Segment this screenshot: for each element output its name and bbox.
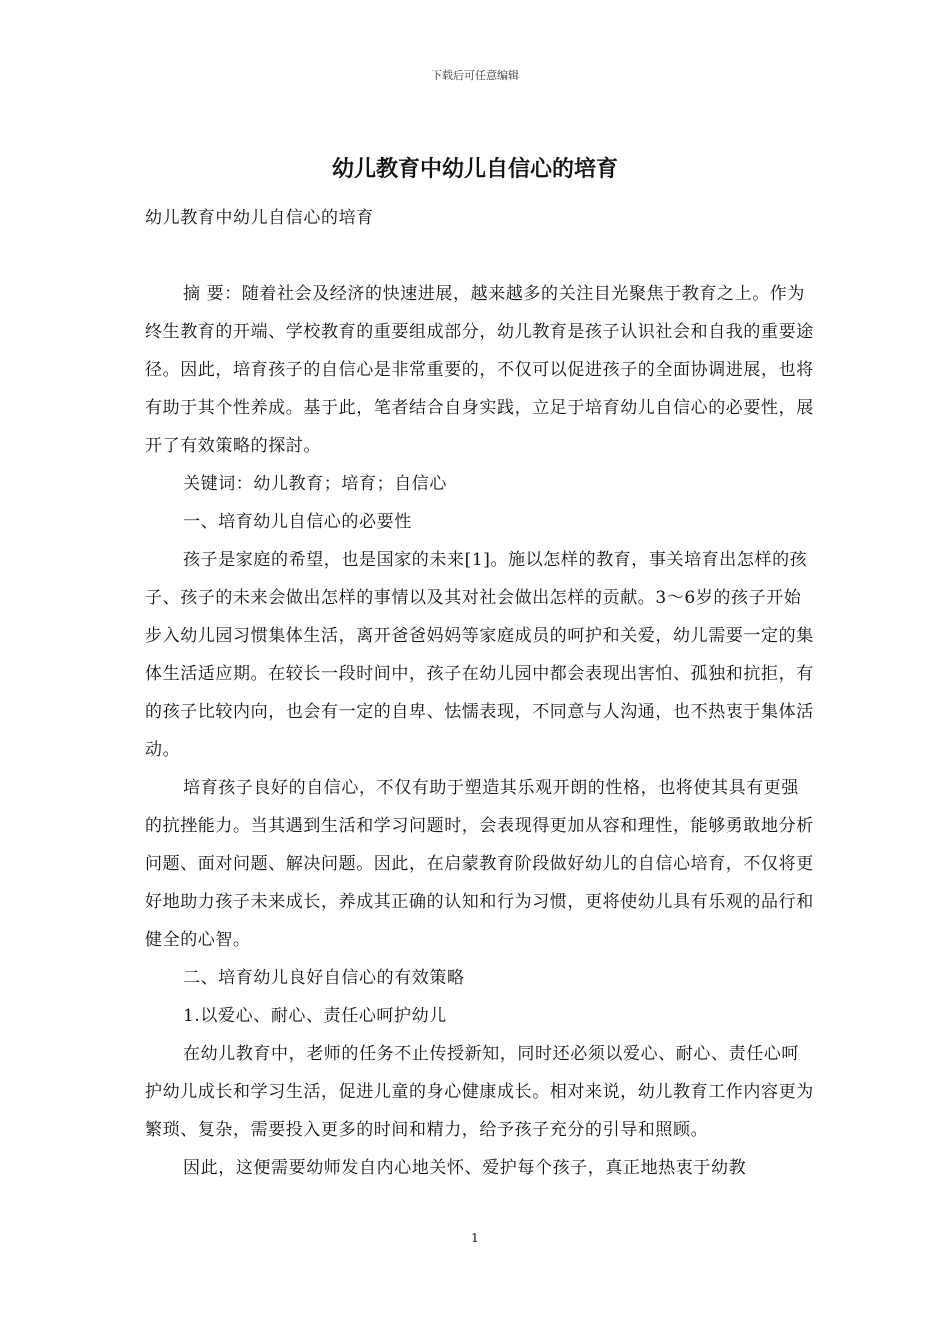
- document-title: 幼儿教育中幼儿自信心的培育: [331, 157, 618, 182]
- document-body: [145, 199, 815, 1187]
- section-heading-1: 一、培育幼儿自信心的必要性: [183, 512, 412, 532]
- section-heading-2: 二、培育幼儿良好自信心的有效策略: [183, 968, 465, 988]
- page-number: 1: [471, 1231, 479, 1245]
- body-paragraph: 培育孩子良好的自信心，不仅有助于塑造其乐观开朗的性格，也将使其具有更强的抗挫能力。当其遇到生活和学习问题时，会表现得更加从容和理性，能够勇敢地分析问题、面对问题、解决问题。因此，在启蒙教育阶段做好幼儿的自信心培育，不仅将更好地助力孩子未来成长，养成其正确的认知和行为习惯，更将使幼儿具有乐观的品行和健全的心智。: [145, 778, 814, 950]
- subsection-heading-1: 1.以爱心、耐心、责任心呵护幼儿: [183, 1006, 447, 1026]
- body-paragraph: 在幼儿教育中，老师的任务不止传授新知，同时还必须以爱心、耐心、责任心呵护幼儿成长和学习生活，促进儿童的身心健康成长。相对来说，幼儿教育工作内容更为繁琐、复杂，需要投入更多的时间和精力，给予孩子充分的引导和照顾。: [145, 1044, 814, 1140]
- header-note: 下载后可任意编辑: [431, 69, 519, 82]
- keywords-line: 关键词：幼儿教育；培育；自信心: [183, 474, 447, 494]
- abstract-paragraph: 摘 要：随着社会及经济的快速进展，越来越多的关注目光聚焦于教育之上。作为终生教育的开端、学校教育的重要组成部分，幼儿教育是孩子认识社会和自我的重要途径。因此，培育孩子的自信心是非常重要的，不仅可以促进孩子的全面协调进展，也将有助于其个性养成。基于此，笔者结合自身实践，立足于培育幼儿自信心的必要性，展开了有效策略的探討。: [145, 284, 814, 456]
- document-subtitle: 幼儿教育中幼儿自信心的培育: [145, 208, 374, 228]
- body-paragraph: 孩子是家庭的希望，也是国家的未来[1]。施以怎样的教育，事关培育出怎样的孩子、孩子的未来会做出怎样的事情以及其对社会做出怎样的贡献。3～6岁的孩子开始步入幼儿园习惯集体生活，离开爸爸妈妈等家庭成员的呵护和关爱，幼儿需要一定的集体生活适应期。在较长一段时间中，孩子在幼儿园中都会表现出害怕、孤独和抗拒，有的孩子比较内向，也会有一定的自卑、怯懦表现，不同意与人沟通，也不热衷于集体活动。: [145, 550, 814, 760]
- body-paragraph: 因此，这便需要幼师发自内心地关怀、爱护每个孩子，真正地热衷于幼教: [183, 1158, 747, 1178]
